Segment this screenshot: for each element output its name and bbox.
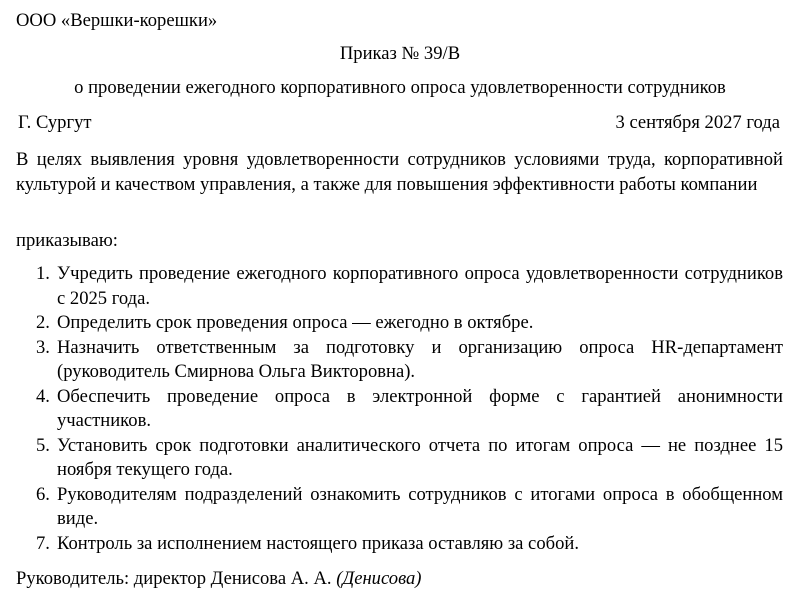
item-number: 3. xyxy=(36,336,50,358)
order-items-list xyxy=(36,262,783,556)
item-number: 7. xyxy=(36,532,50,554)
item-number: 1. xyxy=(36,263,50,284)
item-number: 2. xyxy=(36,312,50,333)
list-item xyxy=(36,336,783,385)
order-word: приказываю: xyxy=(16,230,118,251)
city-date-line xyxy=(18,111,780,135)
item-number: 6. xyxy=(36,483,50,505)
item-text: Назначить ответственным за подготовку и организацию опроса HR-департамент (руководитель Смирнова Ольга Викторовна). xyxy=(57,336,783,382)
item-number: 4. xyxy=(36,385,50,407)
item-text: Руководителям подразделений ознакомить сотрудников с итогами опроса в обобщенном виде. xyxy=(57,483,783,529)
item-number: 5. xyxy=(36,434,50,456)
order-subject: о проведении ежегодного корпоративного опроса удовлетворенности сотрудников xyxy=(74,77,726,98)
list-item xyxy=(36,262,783,311)
list-item xyxy=(36,483,783,532)
order-number: Приказ № 39/В xyxy=(339,43,461,64)
item-text: Обеспечить проведение опроса в электронной форме с гарантией анонимности участников. xyxy=(57,385,783,431)
list-item xyxy=(36,385,783,434)
item-text: Определить срок проведения опроса — ежегодно в октябре. xyxy=(57,312,534,333)
city: Г. Сургут xyxy=(18,112,92,133)
item-text: Контроль за исполнением настоящего приказа оставляю за собой. xyxy=(57,532,579,554)
item-text: Установить срок подготовки аналитического отчета по итогам опроса — не позднее 15 ноября текущего года. xyxy=(57,434,783,480)
signature-name: (Денисова) xyxy=(336,568,422,589)
organization-name: ООО «Вершки-корешки» xyxy=(16,10,218,31)
list-item xyxy=(36,532,783,557)
list-item xyxy=(36,434,783,483)
signature-line xyxy=(16,567,422,591)
list-item xyxy=(36,311,783,336)
signature-label: Руководитель: директор Денисова А. А. xyxy=(16,568,332,589)
preamble: В целях выявления уровня удовлетворенности сотрудников условиями труда, корпоративной культурой и качеством управления, а также для повышения эффективности работы компании xyxy=(16,149,783,195)
item-text: Учредить проведение ежегодного корпоративного опроса удовлетворенности сотрудников с 2025 года. xyxy=(57,263,783,309)
order-date: 3 сентября 2027 года xyxy=(615,112,780,133)
